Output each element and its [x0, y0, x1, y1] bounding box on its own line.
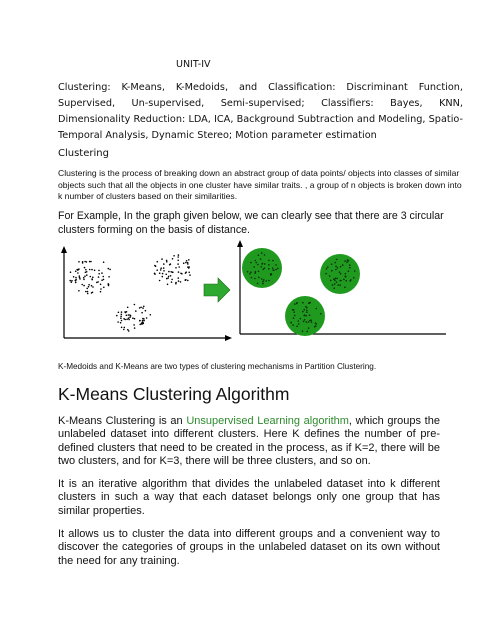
cluster-3 — [285, 296, 325, 336]
topics-heading: Clustering: K-Means, K-Medoids, and Classification: Discriminant Function, Supervised, Un-supervised, Semi-supervised; Classifiers: Bayes, KNN, Dimensionality Reduction: LDA, ICA, Background Subtraction and Modeling, Spatio-Temporal Analysis, Dynamic Stereo; Motion parameter estimation — [58, 82, 463, 141]
clustering-definition: Clustering is the process of breaking down an abstract group of data points/ objects into classes of similar objects such that all the objects in one cluster have similar traits. , a group of n objects is broken down into k number of clusters based on their similarities. — [58, 168, 462, 201]
figure-caption: K-Medoids and K-Means are two types of clustering mechanisms in Partition Clustering. — [58, 362, 377, 371]
cluster-1 — [242, 248, 282, 288]
cluster-2 — [320, 254, 360, 294]
kmeans-heading: K-Means Clustering Algorithm — [58, 384, 290, 404]
kmeans-p1-text-end: , which groups the unlabeled dataset into different clusters. Here K defines the number of pre-defined clusters that need to be created in the process, as if K=2, there will be two clusters, and for K=3, there will be three clusters, and so on. — [58, 415, 440, 468]
kmeans-paragraph-2: It is an iterative algorithm that divides the unlabeled dataset into k different clusters in such a way that each dataset belongs only one group that has similar properties. — [58, 478, 440, 517]
kmeans-p1-text-start: K-Means Clustering is an — [58, 415, 187, 427]
kmeans-paragraph-1 — [58, 415, 440, 469]
unclustered-points — [69, 254, 190, 331]
unit-title: UNIT-IV — [176, 59, 211, 70]
section-title-clustering: Clustering — [58, 148, 109, 159]
clustering-illustration — [58, 240, 448, 360]
unsupervised-learning-link[interactable]: Unsupervised Learning algorithm — [186, 415, 349, 427]
arrow-icon — [204, 278, 230, 302]
example-paragraph: For Example, In the graph given below, we can clearly see that there are 3 circular clusters forming on the basis of distance. — [58, 210, 444, 236]
kmeans-paragraph-3: It allows us to cluster the data into different groups and a convenient way to discover the categories of groups in the unlabeled dataset on its own without the need for any training. — [58, 528, 440, 567]
